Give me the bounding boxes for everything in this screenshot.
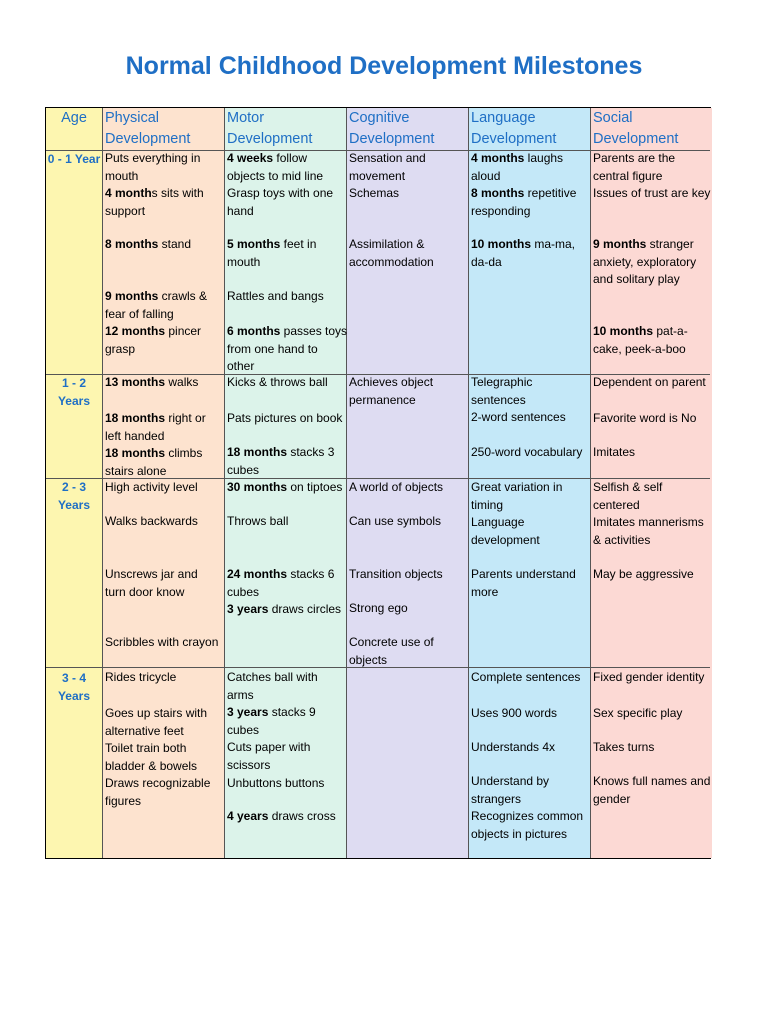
physical-text: 9 months crawls & fear of falling 12 months pincer grasp xyxy=(105,289,208,356)
cognitive-text: Achieves object permanence xyxy=(349,375,434,407)
motor-text: 18 months stacks 3 cubes xyxy=(227,445,335,477)
cognitive-text: Strong ego xyxy=(349,601,408,615)
motor-text: 4 weeks follow objects to mid line Grasp toys with one hand xyxy=(227,151,334,218)
column-divider xyxy=(102,108,103,858)
motor-text: Rattles and bangs xyxy=(227,289,324,303)
language-text: 4 months laughs aloud 8 months repetitive responding xyxy=(471,151,577,218)
social-text: Fixed gender identity xyxy=(593,670,705,684)
language-text: Understands 4x xyxy=(471,740,556,754)
header-age: Age xyxy=(61,110,87,126)
social-text: 10 months pat-a- cake, peek-a-boo xyxy=(593,324,688,356)
milestones-table xyxy=(45,107,711,859)
cognitive-text: Concrete use of objects xyxy=(349,635,434,667)
motor-text: 24 months stacks 6 cubes 3 years draws circles xyxy=(227,567,342,617)
language-text: Telegraphic sentences 2-word sentences xyxy=(471,375,566,425)
page-title: Normal Childhood Development Milestones xyxy=(125,52,643,80)
physical-text: Walks backwards xyxy=(105,514,198,528)
physical-text: 8 months stand xyxy=(105,237,192,251)
cognitive-text: Assimilation & accommodation xyxy=(349,237,434,269)
physical-text: 13 months walks xyxy=(105,375,199,389)
social-text: Dependent on parent xyxy=(593,375,706,389)
physical-text: Rides tricycle xyxy=(105,670,177,684)
header-physical: Physical Development xyxy=(105,110,191,147)
language-text: Uses 900 words xyxy=(471,706,558,720)
physical-text: High activity level xyxy=(105,480,198,494)
language-text: 250-word vocabulary xyxy=(471,445,583,459)
column-divider xyxy=(224,108,225,858)
motor-text: Throws ball xyxy=(227,514,289,528)
physical-text: Scribbles with crayon xyxy=(105,635,219,649)
motor-text: 6 months passes toys from one hand to other xyxy=(227,324,348,374)
age-3-4: 3 - 4 Years xyxy=(57,671,91,703)
physical-text: Unscrews jar and turn door know xyxy=(105,567,198,599)
language-text: Complete sentences xyxy=(471,670,581,684)
header-social: Social Development xyxy=(593,110,679,147)
social-text: Favorite word is No xyxy=(593,411,697,425)
social-text: Parents are the central figure Issues of trust are key xyxy=(593,151,711,201)
social-text: 9 months stranger anxiety, exploratory and solitary play xyxy=(593,237,697,287)
motor-text: Pats pictures on book xyxy=(227,411,343,425)
language-text: 10 months ma-ma, da-da xyxy=(471,237,576,269)
language-text: Great variation in timing Language development xyxy=(471,480,563,547)
age-2-3: 2 - 3 Years xyxy=(57,480,91,512)
column-divider xyxy=(468,108,469,858)
cognitive-text: Can use symbols xyxy=(349,514,442,528)
cognitive-text: Sensation and movement Schemas xyxy=(349,151,426,201)
age-0-1: 0 - 1 Year xyxy=(47,152,101,166)
motor-text: 4 years draws cross xyxy=(227,809,336,823)
motor-text: Kicks & throws ball xyxy=(227,375,328,389)
header-motor: Motor Development xyxy=(227,110,313,147)
social-text: Selfish & self centered Imitates mannerisms & activities xyxy=(593,480,704,547)
language-text: Parents understand more xyxy=(471,567,576,599)
physical-text: Goes up stairs with alternative feet Toilet train both bladder & bowels Draws recognizable figures xyxy=(105,706,211,808)
social-text: Takes turns xyxy=(593,740,655,754)
social-text: Imitates xyxy=(593,445,636,459)
language-text: Understand by strangers Recognizes common objects in pictures xyxy=(471,774,584,841)
motor-text: Catches ball with arms 3 years stacks 9 cubes Cuts paper with scissors Unbuttons buttons xyxy=(227,670,325,790)
social-text: Knows full names and gender xyxy=(593,774,711,806)
column-divider xyxy=(346,108,347,858)
cognitive-text: A world of objects xyxy=(349,480,444,494)
social-text: Sex specific play xyxy=(593,706,683,720)
cognitive-text: Transition objects xyxy=(349,567,443,581)
header-cognitive: Cognitive Development xyxy=(349,110,435,147)
header-language: Language Development xyxy=(471,110,557,147)
social-text: May be aggressive xyxy=(593,567,694,581)
motor-text: 5 months feet in mouth xyxy=(227,237,317,269)
motor-text: 30 months on tiptoes xyxy=(227,480,343,494)
physical-text: Puts everything in mouth 4 months sits with support xyxy=(105,151,204,218)
age-1-2: 1 - 2 Years xyxy=(57,376,91,408)
physical-text: 18 months right or left handed 18 months climbs stairs alone xyxy=(105,411,206,478)
column-divider xyxy=(590,108,591,858)
